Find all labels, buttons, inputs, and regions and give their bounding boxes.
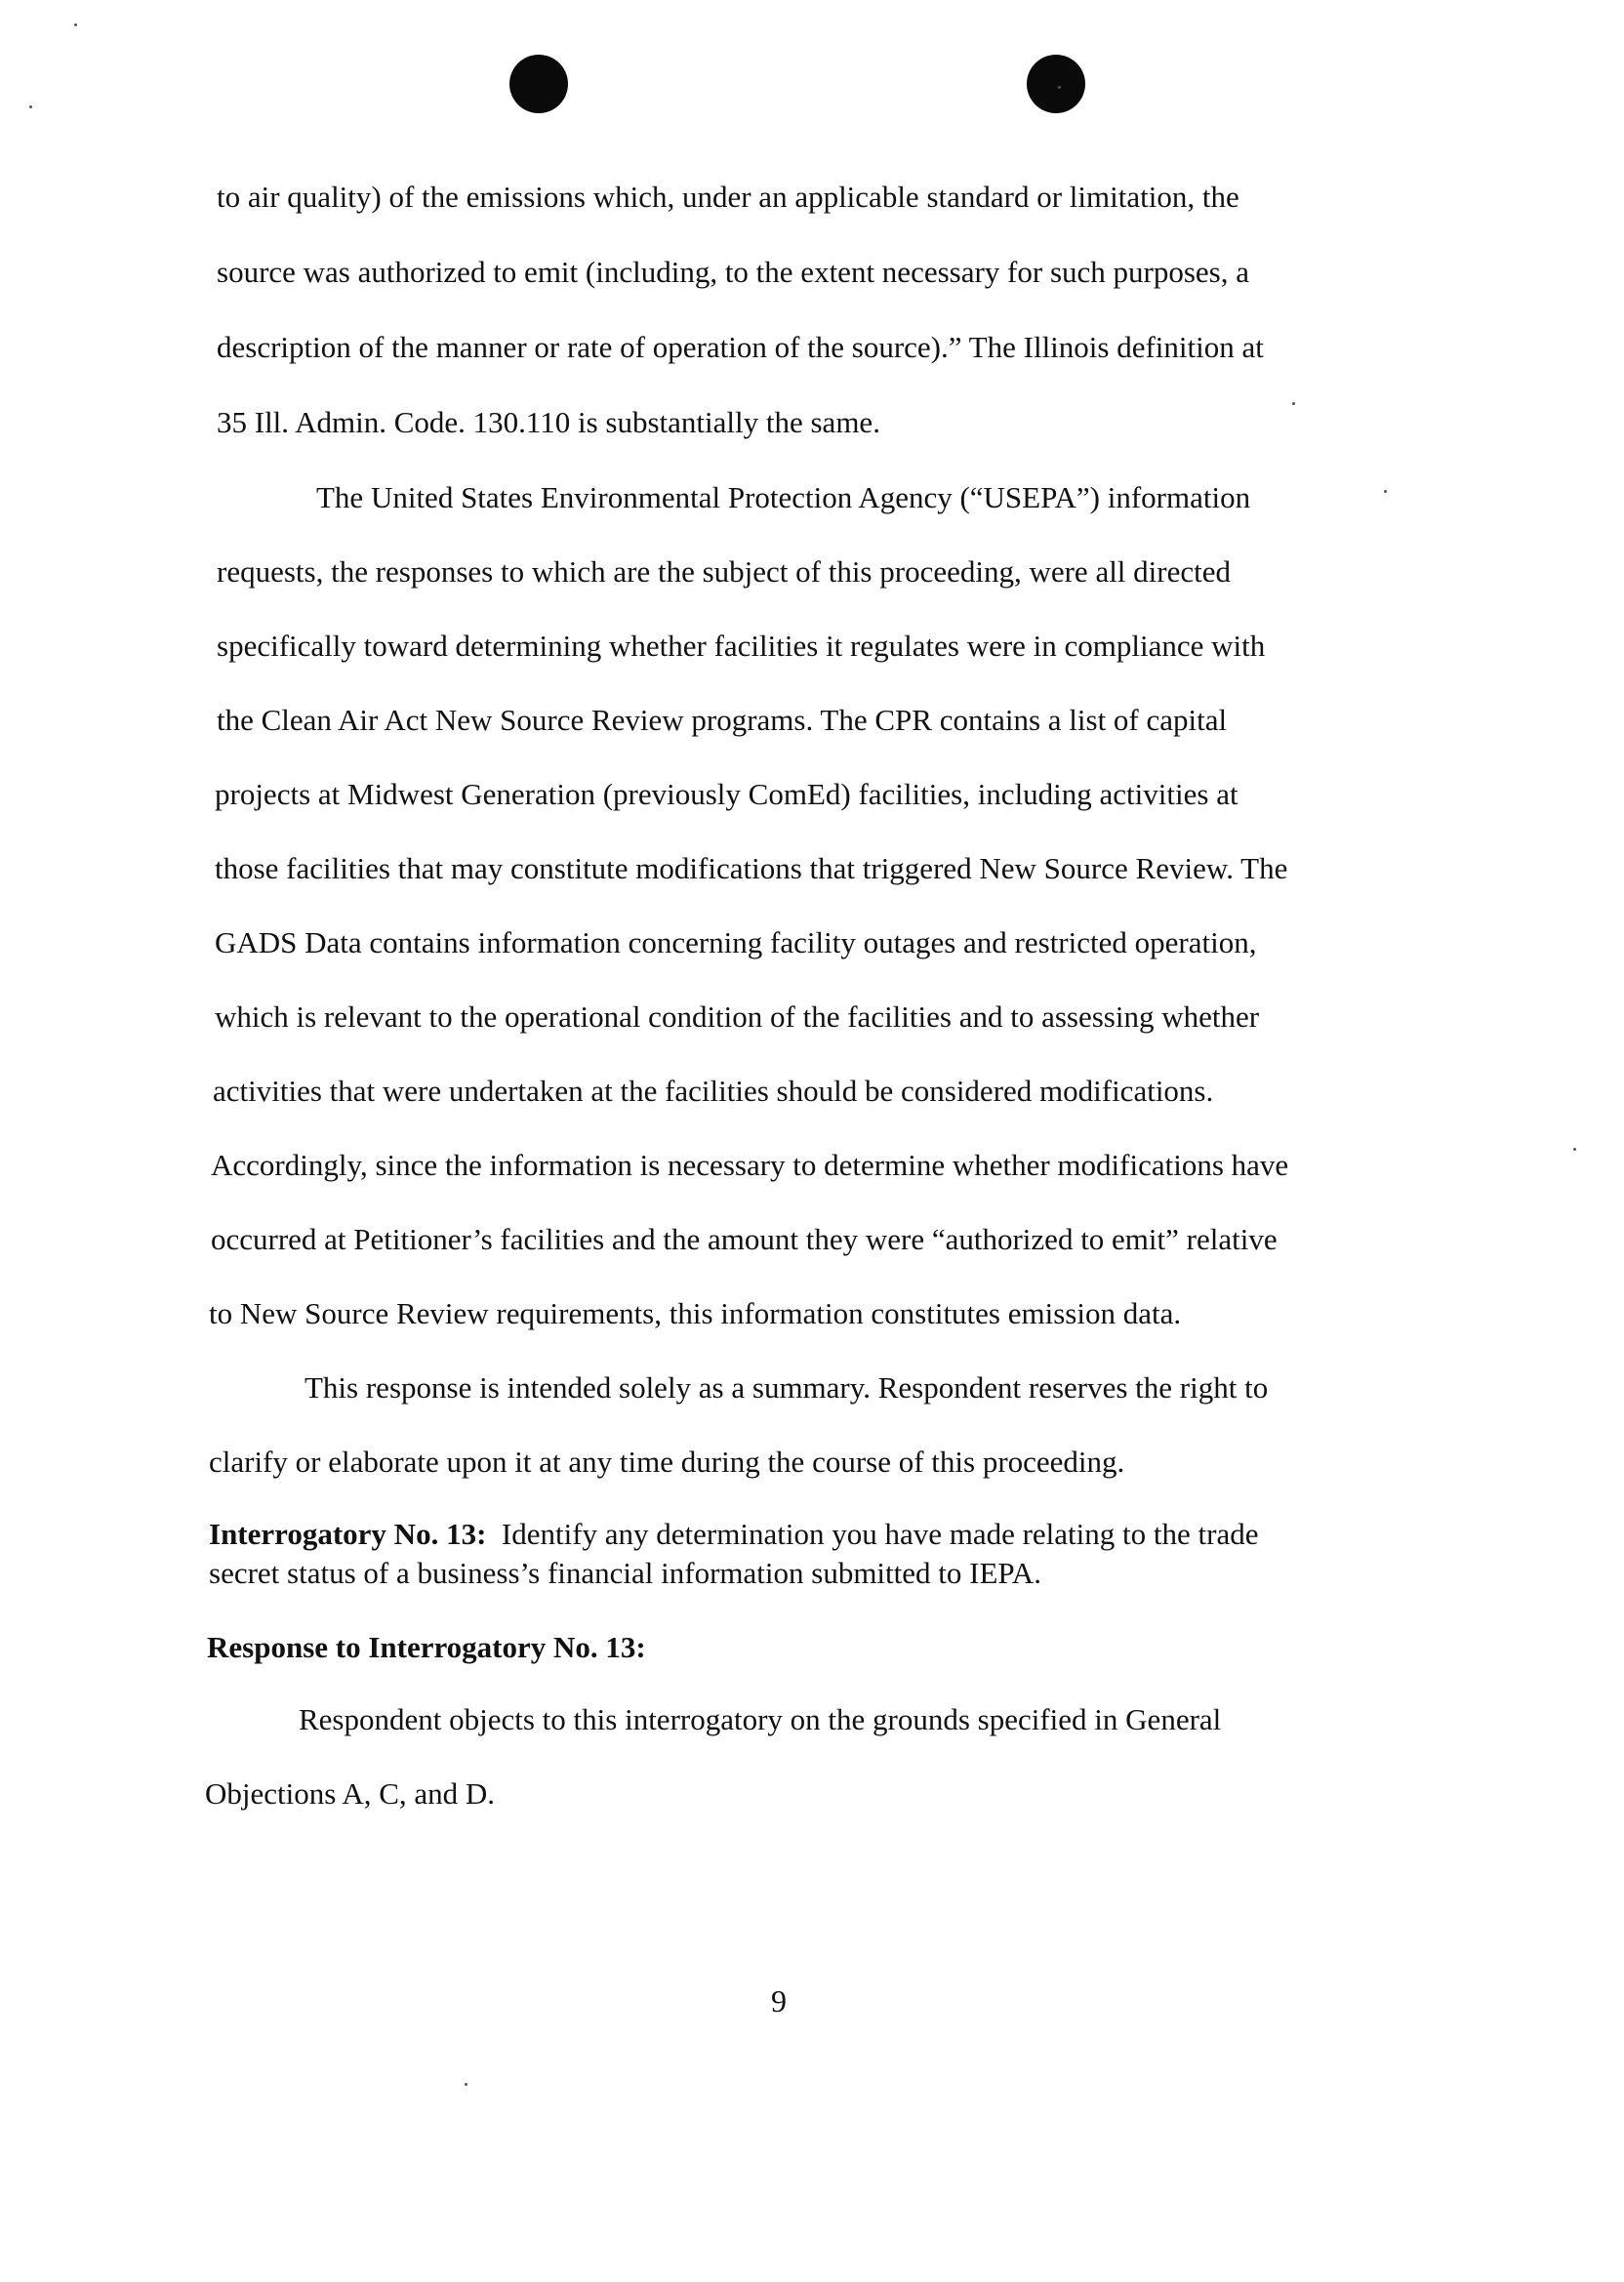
scan-speck [465, 2083, 467, 2086]
text-line: The United States Environmental Protection Agency (“USEPA”) information [316, 480, 1251, 514]
scan-speck [1573, 1148, 1576, 1151]
text-line: requests, the responses to which are the subject of this proceeding, were all directed [217, 554, 1231, 589]
text-line: specifically toward determining whether facilities it regulates were in compliance with [217, 629, 1266, 663]
interrogatory-label: Interrogatory No. 13: [209, 1517, 487, 1551]
punch-hole-left [509, 55, 568, 113]
text-line: description of the manner or rate of operation of the source).” The Illinois definition at [217, 330, 1264, 364]
text-line: clarify or elaborate upon it at any time during the course of this proceeding. [209, 1445, 1125, 1479]
response-heading: Response to Interrogatory No. 13: [207, 1630, 646, 1664]
text-line: occurred at Petitioner’s facilities and the amount they were “authorized to emit” relative [211, 1222, 1278, 1256]
text-line: Respondent objects to this interrogatory on the grounds specified in General [299, 1702, 1222, 1736]
text-line: projects at Midwest Generation (previously ComEd) facilities, including activities at [215, 777, 1238, 811]
scan-speck [1058, 86, 1061, 89]
interrogatory-text: Identify any determination you have made relating to the trade [501, 1517, 1259, 1551]
interrogatory-line: secret status of a business’s financial information submitted to IEPA. [209, 1556, 1041, 1590]
scan-speck [29, 105, 32, 108]
text-line: the Clean Air Act New Source Review programs. The CPR contains a list of capital [217, 703, 1228, 737]
text-line: to New Source Review requirements, this information constitutes emission data. [209, 1296, 1182, 1330]
text-line: This response is intended solely as a summary. Respondent reserves the right to [304, 1370, 1269, 1405]
text-line: to air quality) of the emissions which, under an applicable standard or limitation, the [217, 180, 1239, 214]
interrogatory-line [209, 1515, 1419, 1554]
scan-speck [1292, 402, 1295, 405]
interrogatory-13 [209, 1515, 1419, 1593]
punch-hole-right [1027, 55, 1085, 113]
text-line: those facilities that may constitute modifications that triggered New Source Review. The [215, 851, 1288, 885]
text-line: source was authorized to emit (including, to the extent necessary for such purposes, a [217, 255, 1249, 289]
scan-speck [74, 23, 77, 26]
text-line: which is relevant to the operational condition of the facilities and to assessing whether [215, 999, 1260, 1034]
text-line: Accordingly, since the information is necessary to determine whether modifications have [211, 1148, 1289, 1182]
text-line: Objections A, C, and D. [205, 1776, 496, 1811]
text-line: GADS Data contains information concerning facility outages and restricted operation, [215, 925, 1257, 959]
page-number: 9 [771, 1983, 787, 2018]
scan-speck [1384, 490, 1387, 493]
text-line: activities that were undertaken at the facilities should be considered modifications. [213, 1074, 1214, 1108]
text-line: 35 Ill. Admin. Code. 130.110 is substantially the same. [217, 405, 880, 439]
